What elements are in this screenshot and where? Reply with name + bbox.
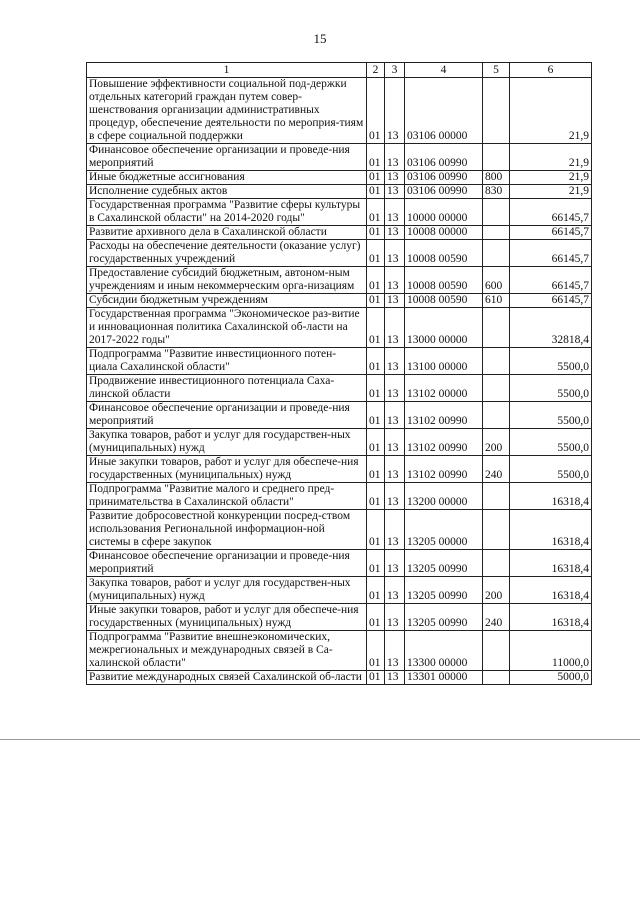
- row-amount-cell: 66145,7: [510, 240, 592, 267]
- row-section-cell: 01: [367, 402, 385, 429]
- row-name-cell: Иные закупки товаров, работ и услуг для обеспече-ния государственных (муниципальных) нужд: [87, 456, 367, 483]
- row-target-code-cell: 13102 00990: [405, 429, 483, 456]
- page-number: 15: [313, 31, 327, 46]
- row-expense-type-cell: [483, 144, 510, 171]
- row-subsection-cell: 13: [385, 226, 405, 240]
- table-row: [87, 240, 592, 267]
- row-target-code-cell: 13205 00990: [405, 577, 483, 604]
- row-target-code-cell: 13102 00990: [405, 456, 483, 483]
- header-col-5: 5: [483, 63, 510, 78]
- row-name-cell: Подпрограмма "Развитие инвестиционного потен-циала Сахалинской области": [87, 348, 367, 375]
- row-section-cell: 01: [367, 604, 385, 631]
- table-row: [87, 78, 592, 144]
- row-name-cell: Финансовое обеспечение организации и проведе-ния мероприятий: [87, 402, 367, 429]
- header-col-2: 2: [367, 63, 385, 78]
- row-target-code-cell: 10008 00590: [405, 294, 483, 308]
- row-subsection-cell: 13: [385, 429, 405, 456]
- table-row: [87, 631, 592, 671]
- row-section-cell: 01: [367, 185, 385, 199]
- row-section-cell: 01: [367, 199, 385, 226]
- row-name-cell: Продвижение инвестиционного потенциала Саха-линской области: [87, 375, 367, 402]
- row-name-cell: Закупка товаров, работ и услуг для государствен-ных (муниципальных) нужд: [87, 429, 367, 456]
- row-name-cell: Исполнение судебных актов: [87, 185, 367, 199]
- row-amount-cell: 66145,7: [510, 226, 592, 240]
- row-target-code-cell: 13301 00000: [405, 671, 483, 685]
- row-subsection-cell: 13: [385, 483, 405, 510]
- row-section-cell: 01: [367, 577, 385, 604]
- row-target-code-cell: 13000 00000: [405, 308, 483, 348]
- row-expense-type-cell: [483, 483, 510, 510]
- row-section-cell: 01: [367, 550, 385, 577]
- row-name-cell: Подпрограмма "Развитие внешнеэкономических, межрегиональных и международных связей в Са-халинской области": [87, 631, 367, 671]
- row-subsection-cell: 13: [385, 375, 405, 402]
- row-section-cell: 01: [367, 294, 385, 308]
- row-amount-cell: 21,9: [510, 78, 592, 144]
- row-subsection-cell: 13: [385, 456, 405, 483]
- table-row: [87, 267, 592, 294]
- row-expense-type-cell: [483, 78, 510, 144]
- row-subsection-cell: 13: [385, 604, 405, 631]
- header-col-3: 3: [385, 63, 405, 78]
- row-expense-type-cell: 240: [483, 456, 510, 483]
- row-amount-cell: 16318,4: [510, 577, 592, 604]
- table-row: [87, 226, 592, 240]
- table-header-row: [87, 63, 592, 78]
- row-target-code-cell: 13205 00990: [405, 604, 483, 631]
- row-amount-cell: 32818,4: [510, 308, 592, 348]
- row-name-cell: Предоставление субсидий бюджетным, автоном-ным учреждениям и иным некоммерческим орга-низациям: [87, 267, 367, 294]
- row-subsection-cell: 13: [385, 240, 405, 267]
- table-row: [87, 375, 592, 402]
- row-expense-type-cell: 200: [483, 429, 510, 456]
- table-row: [87, 550, 592, 577]
- table-row: [87, 671, 592, 685]
- table-row: [87, 294, 592, 308]
- row-target-code-cell: 13102 00000: [405, 375, 483, 402]
- row-section-cell: 01: [367, 308, 385, 348]
- row-subsection-cell: 13: [385, 78, 405, 144]
- row-section-cell: 01: [367, 171, 385, 185]
- row-section-cell: 01: [367, 671, 385, 685]
- row-name-cell: Развитие архивного дела в Сахалинской области: [87, 226, 367, 240]
- row-name-cell: Расходы на обеспечение деятельности (оказание услуг) государственных учреждений: [87, 240, 367, 267]
- table-row: [87, 429, 592, 456]
- row-name-cell: Развитие международных связей Сахалинской об-ласти: [87, 671, 367, 685]
- row-section-cell: 01: [367, 144, 385, 171]
- row-section-cell: 01: [367, 267, 385, 294]
- row-subsection-cell: 13: [385, 294, 405, 308]
- row-target-code-cell: 10008 00590: [405, 267, 483, 294]
- row-target-code-cell: 13200 00000: [405, 483, 483, 510]
- table-row: [87, 308, 592, 348]
- row-name-cell: Повышение эффективности социальной под-держки отдельных категорий граждан путем совер-шенствования организации административных процедур, обеспечение деятельности по мероприя-тиям в сфере социальной поддержки: [87, 78, 367, 144]
- row-expense-type-cell: 610: [483, 294, 510, 308]
- table-body: [87, 63, 592, 685]
- row-amount-cell: 5500,0: [510, 456, 592, 483]
- row-target-code-cell: 10008 00590: [405, 240, 483, 267]
- row-subsection-cell: 13: [385, 510, 405, 550]
- row-name-cell: Государственная программа "Экономическое раз-витие и инновационная политика Сахалинской об-ласти на 2017-2022 годы": [87, 308, 367, 348]
- row-name-cell: Государственная программа "Развитие сферы культуры в Сахалинской области" на 2014-2020 годы": [87, 199, 367, 226]
- row-section-cell: 01: [367, 375, 385, 402]
- row-subsection-cell: 13: [385, 185, 405, 199]
- row-subsection-cell: 13: [385, 267, 405, 294]
- row-expense-type-cell: [483, 348, 510, 375]
- row-name-cell: Иные закупки товаров, работ и услуг для обеспече-ния государственных (муниципальных) нужд: [87, 604, 367, 631]
- row-expense-type-cell: [483, 631, 510, 671]
- row-amount-cell: 66145,7: [510, 267, 592, 294]
- row-name-cell: Финансовое обеспечение организации и проведе-ния мероприятий: [87, 144, 367, 171]
- scan-fold-line: [0, 739, 640, 740]
- row-amount-cell: 16318,4: [510, 604, 592, 631]
- row-subsection-cell: 13: [385, 308, 405, 348]
- row-subsection-cell: 13: [385, 671, 405, 685]
- row-name-cell: Закупка товаров, работ и услуг для государствен-ных (муниципальных) нужд: [87, 577, 367, 604]
- row-subsection-cell: 13: [385, 199, 405, 226]
- row-target-code-cell: 03106 00990: [405, 171, 483, 185]
- row-subsection-cell: 13: [385, 171, 405, 185]
- row-target-code-cell: 10000 00000: [405, 199, 483, 226]
- row-name-cell: Субсидии бюджетным учреждениям: [87, 294, 367, 308]
- row-target-code-cell: 13205 00990: [405, 550, 483, 577]
- header-col-1: 1: [87, 63, 367, 78]
- row-name-cell: Финансовое обеспечение организации и проведе-ния мероприятий: [87, 550, 367, 577]
- row-expense-type-cell: 240: [483, 604, 510, 631]
- row-amount-cell: 66145,7: [510, 199, 592, 226]
- row-target-code-cell: 03106 00990: [405, 185, 483, 199]
- table-row: [87, 199, 592, 226]
- table-row: [87, 185, 592, 199]
- row-subsection-cell: 13: [385, 144, 405, 171]
- row-expense-type-cell: [483, 226, 510, 240]
- row-subsection-cell: 13: [385, 348, 405, 375]
- row-expense-type-cell: 600: [483, 267, 510, 294]
- table-row: [87, 510, 592, 550]
- row-expense-type-cell: [483, 375, 510, 402]
- row-amount-cell: 16318,4: [510, 550, 592, 577]
- row-amount-cell: 21,9: [510, 144, 592, 171]
- row-section-cell: 01: [367, 348, 385, 375]
- row-name-cell: Иные бюджетные ассигнования: [87, 171, 367, 185]
- table-row: [87, 456, 592, 483]
- row-expense-type-cell: [483, 240, 510, 267]
- row-amount-cell: 5500,0: [510, 375, 592, 402]
- row-section-cell: 01: [367, 240, 385, 267]
- row-target-code-cell: 13205 00000: [405, 510, 483, 550]
- row-amount-cell: 11000,0: [510, 631, 592, 671]
- row-amount-cell: 21,9: [510, 185, 592, 199]
- header-col-6: 6: [510, 63, 592, 78]
- row-amount-cell: 5500,0: [510, 402, 592, 429]
- row-section-cell: 01: [367, 456, 385, 483]
- row-section-cell: 01: [367, 483, 385, 510]
- table-row: [87, 348, 592, 375]
- row-amount-cell: 66145,7: [510, 294, 592, 308]
- row-amount-cell: 5500,0: [510, 429, 592, 456]
- budget-table: [86, 62, 592, 685]
- table-row: [87, 604, 592, 631]
- row-target-code-cell: 13300 00000: [405, 631, 483, 671]
- row-expense-type-cell: [483, 199, 510, 226]
- row-target-code-cell: 03106 00990: [405, 144, 483, 171]
- row-amount-cell: 21,9: [510, 171, 592, 185]
- row-target-code-cell: 10008 00000: [405, 226, 483, 240]
- table-row: [87, 483, 592, 510]
- row-section-cell: 01: [367, 429, 385, 456]
- row-amount-cell: 5500,0: [510, 348, 592, 375]
- row-target-code-cell: 03106 00000: [405, 78, 483, 144]
- row-subsection-cell: 13: [385, 577, 405, 604]
- row-section-cell: 01: [367, 631, 385, 671]
- table-row: [87, 171, 592, 185]
- row-name-cell: Подпрограмма "Развитие малого и среднего пред-принимательства в Сахалинской области": [87, 483, 367, 510]
- header-col-4: 4: [405, 63, 483, 78]
- row-expense-type-cell: [483, 308, 510, 348]
- table-row: [87, 144, 592, 171]
- row-subsection-cell: 13: [385, 550, 405, 577]
- row-name-cell: Развитие добросовестной конкуренции посред-ством использования Региональной информацион-ной системы в сфере закупок: [87, 510, 367, 550]
- row-expense-type-cell: [483, 402, 510, 429]
- row-expense-type-cell: 200: [483, 577, 510, 604]
- table-row: [87, 577, 592, 604]
- row-expense-type-cell: [483, 550, 510, 577]
- row-section-cell: 01: [367, 510, 385, 550]
- row-section-cell: 01: [367, 226, 385, 240]
- row-subsection-cell: 13: [385, 631, 405, 671]
- row-expense-type-cell: [483, 671, 510, 685]
- row-target-code-cell: 13100 00000: [405, 348, 483, 375]
- row-amount-cell: 16318,4: [510, 483, 592, 510]
- row-expense-type-cell: 800: [483, 171, 510, 185]
- row-amount-cell: 16318,4: [510, 510, 592, 550]
- row-expense-type-cell: [483, 510, 510, 550]
- row-section-cell: 01: [367, 78, 385, 144]
- row-expense-type-cell: 830: [483, 185, 510, 199]
- row-target-code-cell: 13102 00990: [405, 402, 483, 429]
- row-amount-cell: 5000,0: [510, 671, 592, 685]
- row-subsection-cell: 13: [385, 402, 405, 429]
- table-row: [87, 402, 592, 429]
